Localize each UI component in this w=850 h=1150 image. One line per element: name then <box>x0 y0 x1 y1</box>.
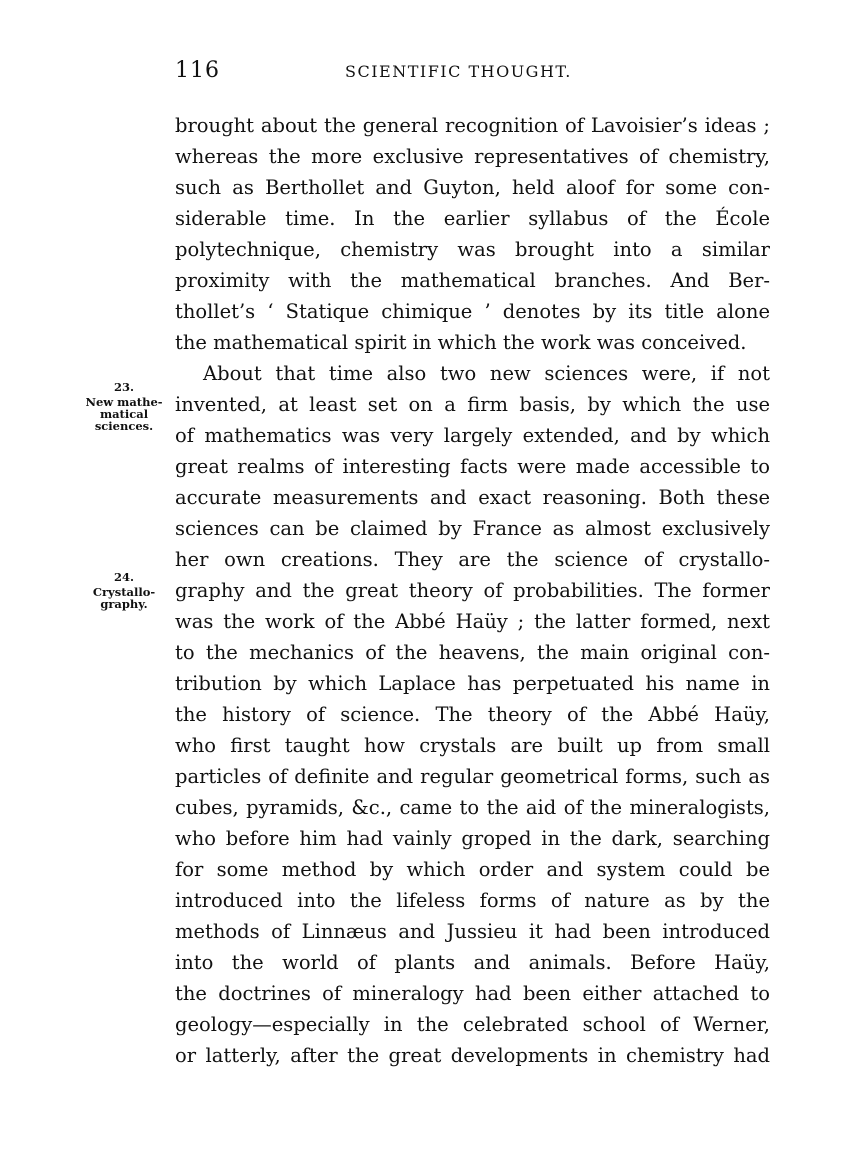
body-text <box>175 110 770 1071</box>
text-line: such as Berthollet and Guyton, held aloof for some con- <box>175 176 770 199</box>
text-line: sciences can be claimed by France as almost exclusively <box>175 517 770 540</box>
text-line: siderable time. In the earlier syllabus of the École <box>175 207 770 230</box>
running-head: SCIENTIFIC THOUGHT. <box>345 62 572 81</box>
text-line: into the world of plants and animals. Before Haüy, <box>175 951 770 974</box>
text-line: the mathematical spirit in which the work was conceived. <box>175 331 747 354</box>
text-line: who first taught how crystals are built up from small <box>175 734 770 757</box>
text-line: brought about the general recognition of Lavoisier’s ideas ; <box>175 114 770 137</box>
page-header <box>175 58 775 92</box>
text-line: to the mechanics of the heavens, the main original con- <box>175 641 770 664</box>
text-line: the history of science. The theory of the Abbé Haüy, <box>175 703 770 726</box>
text-line: her own creations. They are the science of crystallo- <box>175 548 770 571</box>
sidenote-24 <box>78 571 170 610</box>
text-line: graphy and the great theory of probabilities. The former <box>175 579 770 602</box>
text-line: introduced into the lifeless forms of nature as by the <box>175 889 770 912</box>
text-line: the doctrines of mineralogy had been either attached to <box>175 982 770 1005</box>
text-line: whereas the more exclusive representatives of chemistry, <box>175 145 770 168</box>
text-line: polytechnique, chemistry was brought into a similar <box>175 238 770 261</box>
sidenote-23 <box>78 381 170 432</box>
text-line: tribution by which Laplace has perpetuated his name in <box>175 672 770 695</box>
text-line: great realms of interesting facts were made accessible to <box>175 455 770 478</box>
text-line: was the work of the Abbé Haüy ; the latter formed, next <box>175 610 770 633</box>
sidenote-label: Crystallo- graphy. <box>92 585 156 611</box>
text-line: for some method by which order and system could be <box>175 858 770 881</box>
text-line: or latterly, after the great developments in chemistry had <box>175 1044 770 1067</box>
text-line: cubes, pyramids, &c., came to the aid of the mineralogists, <box>175 796 770 819</box>
sidenote-number: 23. <box>113 380 134 394</box>
page-number: 116 <box>175 58 220 83</box>
text-line: geology—especially in the celebrated school of Werner, <box>175 1013 770 1036</box>
text-line: proximity with the mathematical branches. And Ber- <box>175 269 770 292</box>
sidenote-label: New mathe- matical sciences. <box>85 395 163 433</box>
text-line: accurate measurements and exact reasoning. Both these <box>175 486 770 509</box>
text-line: thollet’s ‘ Statique chimique ’ denotes by its title alone <box>175 300 770 323</box>
sidenote-number: 24. <box>113 570 134 584</box>
text-line: methods of Linnæus and Jussieu it had been introduced <box>175 920 770 943</box>
text-line: who before him had vainly groped in the dark, searching <box>175 827 770 850</box>
text-line: of mathematics was very largely extended, and by which <box>175 424 770 447</box>
text-line: particles of definite and regular geometrical forms, such as <box>175 765 770 788</box>
text-line: About that time also two new sciences were, if not <box>203 362 770 385</box>
text-line: invented, at least set on a firm basis, by which the use <box>175 393 770 416</box>
